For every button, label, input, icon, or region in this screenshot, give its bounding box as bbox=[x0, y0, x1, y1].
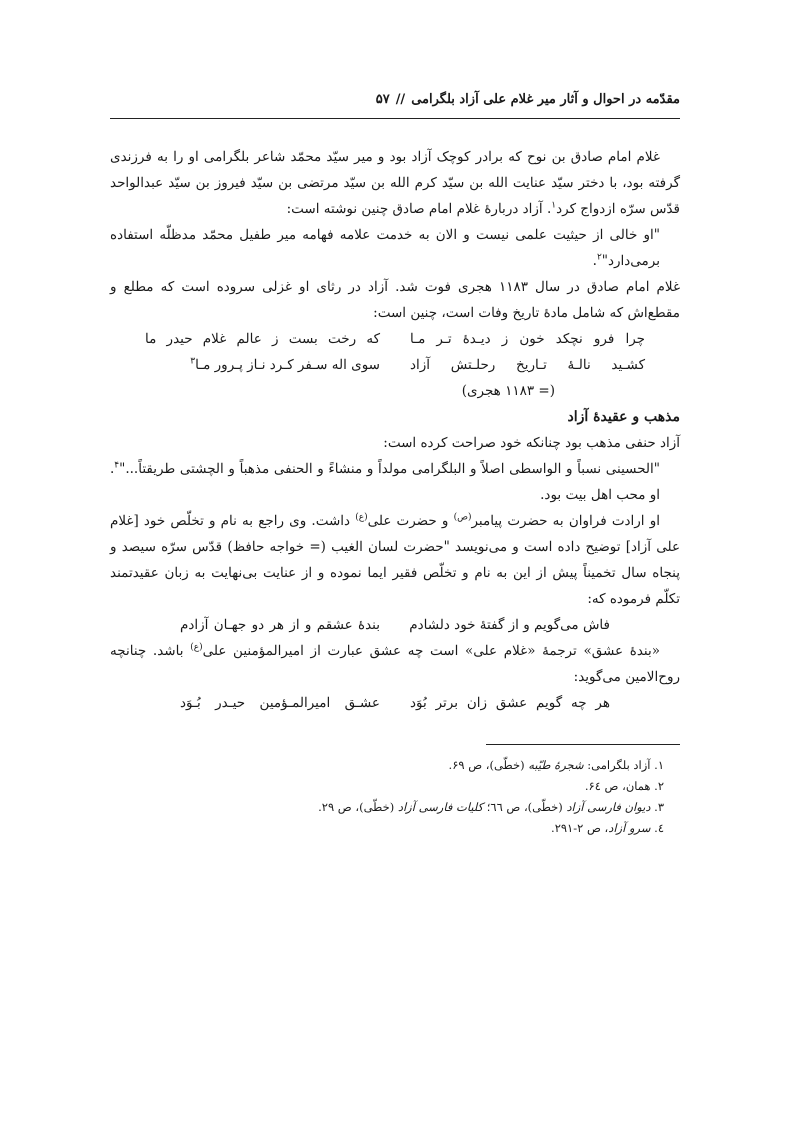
footnote-3: ۳. دیوان فارسی آزاد (خطّی)، ص ٦٦؛ کلیات فارسی آزاد (خطّی)، ص ۲۹. bbox=[318, 800, 664, 814]
footnote-ref-3[interactable]: ۳ bbox=[190, 356, 196, 367]
main-body bbox=[110, 144, 680, 716]
footnote-1: ۱. آزاد بلگرامی: شجرهٔ طیّبه (خطّی)، ص ۶۹. bbox=[448, 758, 664, 772]
verse-line-2 bbox=[110, 352, 680, 378]
verse-2-hemistich-b: سوی اله سـفر کـرد نـاز پـرور مـا$^۳$ bbox=[190, 356, 380, 373]
quote-2: "الحسینی نسباً و الواسطی اصلاً و البلگرامی مولداً و منشاءً و الحنفی مذهباً و الچشتی طریقتاً..."$^۴$. او محب اهل بیت بود. bbox=[110, 460, 660, 503]
verse-4-hemistich-a: هر چه گویم عشق زان برتر بُوَد bbox=[410, 695, 610, 711]
header-separator: // bbox=[395, 92, 406, 107]
quote-1: "او خالی از حیثیت علمی نیست و الان به خدمت علامه فهامه میر طفیل محمّد مدظلّه استفاده برمی‌دارد"$^۲$. bbox=[110, 227, 660, 269]
paragraph-5: «بندهٔ عشق» ترجمهٔ «غلام علی» است چه عشق عبارت از امیرالمؤمنین علی$^{(ع)}$ باشد. چنانچه روح‌الامین می‌گوید: bbox=[110, 642, 680, 685]
header-rule bbox=[110, 118, 680, 119]
verse-line-4 bbox=[110, 690, 680, 716]
footnote-4: ٤. سرو آزاد، ص ۲-۲۹۱. bbox=[551, 821, 664, 835]
running-header bbox=[110, 92, 680, 107]
verse-3-hemistich-a: فاش می‌گویم و از گفتهٔ خود دلشادم bbox=[409, 617, 610, 633]
page-number: ۵۷ bbox=[375, 92, 390, 107]
date-annotation: (= ۱۱۸۳ هجری) bbox=[461, 383, 555, 399]
header-title: مقدّمه در احوال و آثار میر غلام علی آزاد بلگرامی bbox=[411, 92, 680, 107]
section-heading: مذهب و عقیدهٔ آزاد bbox=[567, 409, 680, 425]
verse-2-hemistich-a: کشـید نالـهٔ تـاریخ رحلـتش آزاد bbox=[410, 357, 645, 373]
verse-line-1 bbox=[110, 326, 680, 352]
verse-3-hemistich-b: بندهٔ عشقم و از هر دو جهـان آزادم bbox=[180, 617, 380, 633]
paragraph-3: آزاد حنفی مذهب بود چنانکه خود صراحت کرده است: bbox=[383, 435, 680, 451]
verse-line-3 bbox=[110, 612, 680, 638]
verse-1-hemistich-b: که رخت بست ز عالم غلام حیدر ما bbox=[145, 331, 380, 347]
paragraph-1: غلام امام صادق بن نوح که برادر کوچک آزاد بود و میر سیّد محمّد شاعر بلگرامی او را به فرزندی گرفته بود، با دختر سیّد عنایت الله بن سیّد کرم الله بن سیّد مرتضی بن سیّد فیروز بن سیّد عبدالواحد قدّس سرّه ازدواج کرد$^۱$. آزاد دربارهٔ غلام امام صادق چنین نوشته است: bbox=[110, 149, 680, 217]
footnote-ref-2[interactable]: ۲ bbox=[596, 252, 602, 263]
paragraph-4: او ارادت فراوان به حضرت پیامبر$^{(ص)}$ و حضرت علی$^{(ع)}$ داشت. وی راجع به نام و تخلّص خود [غلام علی آزاد] توضیح داده است و می‌نویسد "حضرت لسان الغیب (= خواجه حافظ) قدّس سرّه سیصد و پنجاه سال تخمیناً پیش از این به نام و تخلّص فقیر ایما نموده و از عنایت بی‌نهایت به زبان عقیدتمند تکلّم فرموده که: bbox=[110, 512, 680, 607]
footnote-2: ۲. همان، ص ۶٤. bbox=[584, 779, 664, 793]
footnotes bbox=[110, 755, 680, 839]
footnote-rule bbox=[486, 744, 680, 745]
verse-1-hemistich-a: چرا فرو نچکد خون ز دیـدهٔ تـر مـا bbox=[410, 331, 645, 347]
paragraph-2: غلام امام صادق در سال ۱۱۸۳ هجری فوت شد. آزاد در رثای او غزلی سروده است که مطلع و مقطع‌اش که شامل مادهٔ تاریخ وفات است، چنین است: bbox=[110, 279, 681, 321]
footnote-ref-1[interactable]: ۱ bbox=[551, 200, 557, 211]
footnote-ref-4[interactable]: ۴ bbox=[114, 460, 120, 471]
verse-4-hemistich-b: عشـق امیرالمـؤمین حیـدر بُـوَد bbox=[180, 695, 380, 711]
